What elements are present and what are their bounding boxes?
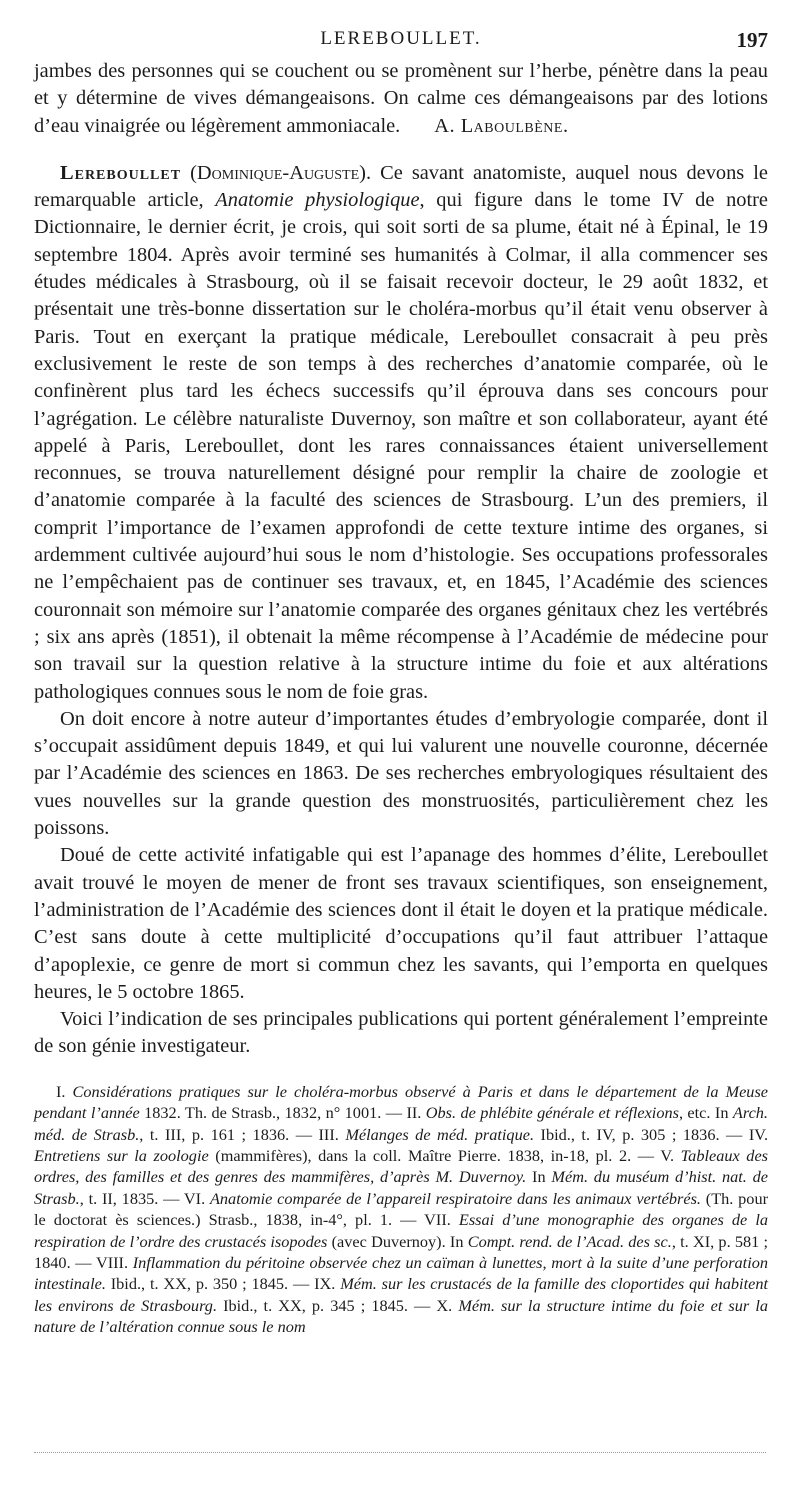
publication-number: V. [660,1145,681,1165]
entry-given-names: (Dominique-Auguste). [190,161,372,184]
entry-text: Ce savant anatomiste, auquel nous devons le remarquable article, [34,161,768,212]
previous-entry-ending [34,58,768,140]
entry-headword: Lereboullet [60,161,182,184]
publication-number: IX. [314,1274,341,1294]
publication-details: , t. II, 1835. — [79,1188,184,1208]
publication-number: VIII. [95,1252,133,1272]
publication-title: Essai d’une monographie des organes de la respiration de l’ordre des crustacés isopodes [34,1210,768,1251]
article-title: Anatomie physiologique [215,189,420,212]
publication-title: Mém. sur la structure intime du foie et sur la nature de l’altération connue sous le nom [34,1295,768,1337]
entry-paragraph-2: On doit encore à notre auteur d’importantes études d’embryologie comparée, dont il s’occupait assidûment depuis 1849, et qui lui valurent une nouvelle couronne, décernée par l’Académie des sciences en 1863. De ses recherches embryologiques résultaient des vues nouvelles sur la grande question des monstruosités, particulièrement chez les poissons. [34,707,768,840]
page-header [34,22,768,58]
publication-title: Mém. sur les crustacés de la famille des cloportides qui habitent les environs de Strasbourg. [34,1274,768,1315]
previous-entry-text: jambes des personnes qui se couchent ou se promènent sur l’herbe, pénètre dans la peau et y détermine de vives démangeaisons. On calme ces démangeaisons par des lotions d’eau vinaigrée ou légèrement ammoniacale. [34,60,768,137]
publication-details: Ibid., t. XX, p. 350 ; 1845. — [105,1274,315,1294]
publication-details: 1832. Th. de Strasb., 1832, n° 1001. — [139,1103,407,1123]
publication-number: III. [318,1124,346,1144]
publication-details: Ibid., t. XX, p. 345 ; 1845. — [217,1295,437,1315]
publication-title: Compt. rend. de l’Acad. des sc. [467,1231,672,1251]
publication-number: II. [406,1103,426,1123]
author-signature: A. Laboulbène. [434,114,569,137]
publication-details: (mammifères), dans la coll. Maître Pierre. 1838, in-18, pl. 2. — [208,1145,661,1165]
publication-list [34,1081,768,1338]
publication-title: Mélanges de méd. pratique. [345,1124,535,1144]
publication-title: Entretiens sur la zoologie [34,1145,209,1165]
publication-title: Anatomie comparée de l’appareil respiratoire dans les animaux vertébrés. [209,1188,701,1208]
publication-details: In [526,1167,552,1187]
publication-details: (Th. pour le doctorat ès sciences.) Strasb., 1838, in-4°, pl. 1. — [34,1188,769,1230]
page-number: 197 [736,28,768,52]
entry-paragraph-3: Doué de cette activité infatigable qui est l’apanage des hommes d’élite, Lereboullet avait trouvé le moyen de mener de front ses travaux scientifiques, son enseignement, l’administration de l’Académie des sciences dont il était le doyen et la pratique médicale. C’est sans doute à cette multiplicité d’occupations qu’il faut attribuer l’attaque d’apoplexie, ce genre de mort si commun chez les savants, qui l’emporta en quelques heures, le 5 octobre 1865. [34,844,768,1003]
publication-details: (avec Duvernoy). In [327,1231,468,1251]
publication-title: Considérations pratiques sur le choléra-morbus observé à Paris et dans le département de la Meuse pendant l’année [34,1081,769,1123]
publication-number: I. [56,1081,73,1101]
entry-paragraph-1 [34,160,768,706]
publication-details: , t. III, p. 161 ; 1836. — [139,1124,319,1144]
publication-number: IV. [748,1124,769,1144]
publication-title: Tableaux des ordres, des familles et des genres des mammifères, d’après M. Duvernoy. [34,1145,769,1187]
publication-number: VII. [424,1210,459,1230]
publication-number: VI. [183,1188,210,1208]
publication-details: , etc. In [678,1103,733,1123]
footer-rule [34,1452,766,1453]
publication-details: , t. XI, p. 581 ; 1840. — [34,1231,769,1272]
entry-text: , qui figure dans le tome IV de notre Dictionnaire, le dernier écrit, je crois, qui soit sorti de sa plume, était né à Épinal, le 19 septembre 1804. Après avoir terminé ses humanités à Colmar, il alla commencer ses études médicales à Strasbourg, où il se faisait recevoir docteur, le 29 août 1832, et présentait une très-bonne dissertation sur le choléra-morbus qu’il était venu observer à Paris. Tout en exerçant la pratique médicale, Lereboullet consacrait à peu près exclusivement le reste de son temps à des recherches d’anatomie comparée, où le confinèrent plus tard les échecs successifs qu’il éprouva dans ses concours pour l’agrégation. Le célèbre naturaliste Duvernoy, son maître et son collaborateur, ayant été appelé à Paris, Lereboullet, dont les rares connaissances étaient universellement reconnues, se trouva naturellement désigné pour remplir la chaire de zoologie et d’anatomie comparée à la faculté des sciences de Strasbourg. L’un des premiers, il comprit l’importance de l’examen approfondi de cette texture intime des organes, si ardemment cultivée aujourd’hui sous le nom d’histologie. Ses occupations professorales ne l’empêchaient pas de continuer ses travaux, et, en 1845, l’Académie des sciences couronnait son mémoire sur l’anatomie comparée des organes génitaux chez les vertébrés ; six ans après (1851), il obtenait la même récompense à l’Académie de médecine pour son travail sur la question relative à la structure intime du foie et aux altérations pathologiques connues sous le nom de foie gras. [34,189,768,703]
entry-paragraph-4: Voici l’indication de ses principales publications qui portent généralement l’empreinte de son génie investigateur. [34,1008,768,1058]
publication-number: X. [436,1295,459,1315]
publication-title: Arch. méd. de Strasb. [34,1103,769,1144]
publication-details: Ibid., t. IV, p. 305 ; 1836. — [534,1124,749,1144]
publication-title: Mém. du muséum d’hist. nat. de Strasb. [34,1167,768,1208]
publication-title: Inflammation du péritoine observée chez un caïman à lunettes, mort à la suite d’une perforation intestinale. [34,1252,769,1294]
publication-title: Obs. de phlébite générale et réflexions [425,1103,679,1123]
page [34,22,768,1354]
running-head: LEREBOULLET. [320,28,482,49]
